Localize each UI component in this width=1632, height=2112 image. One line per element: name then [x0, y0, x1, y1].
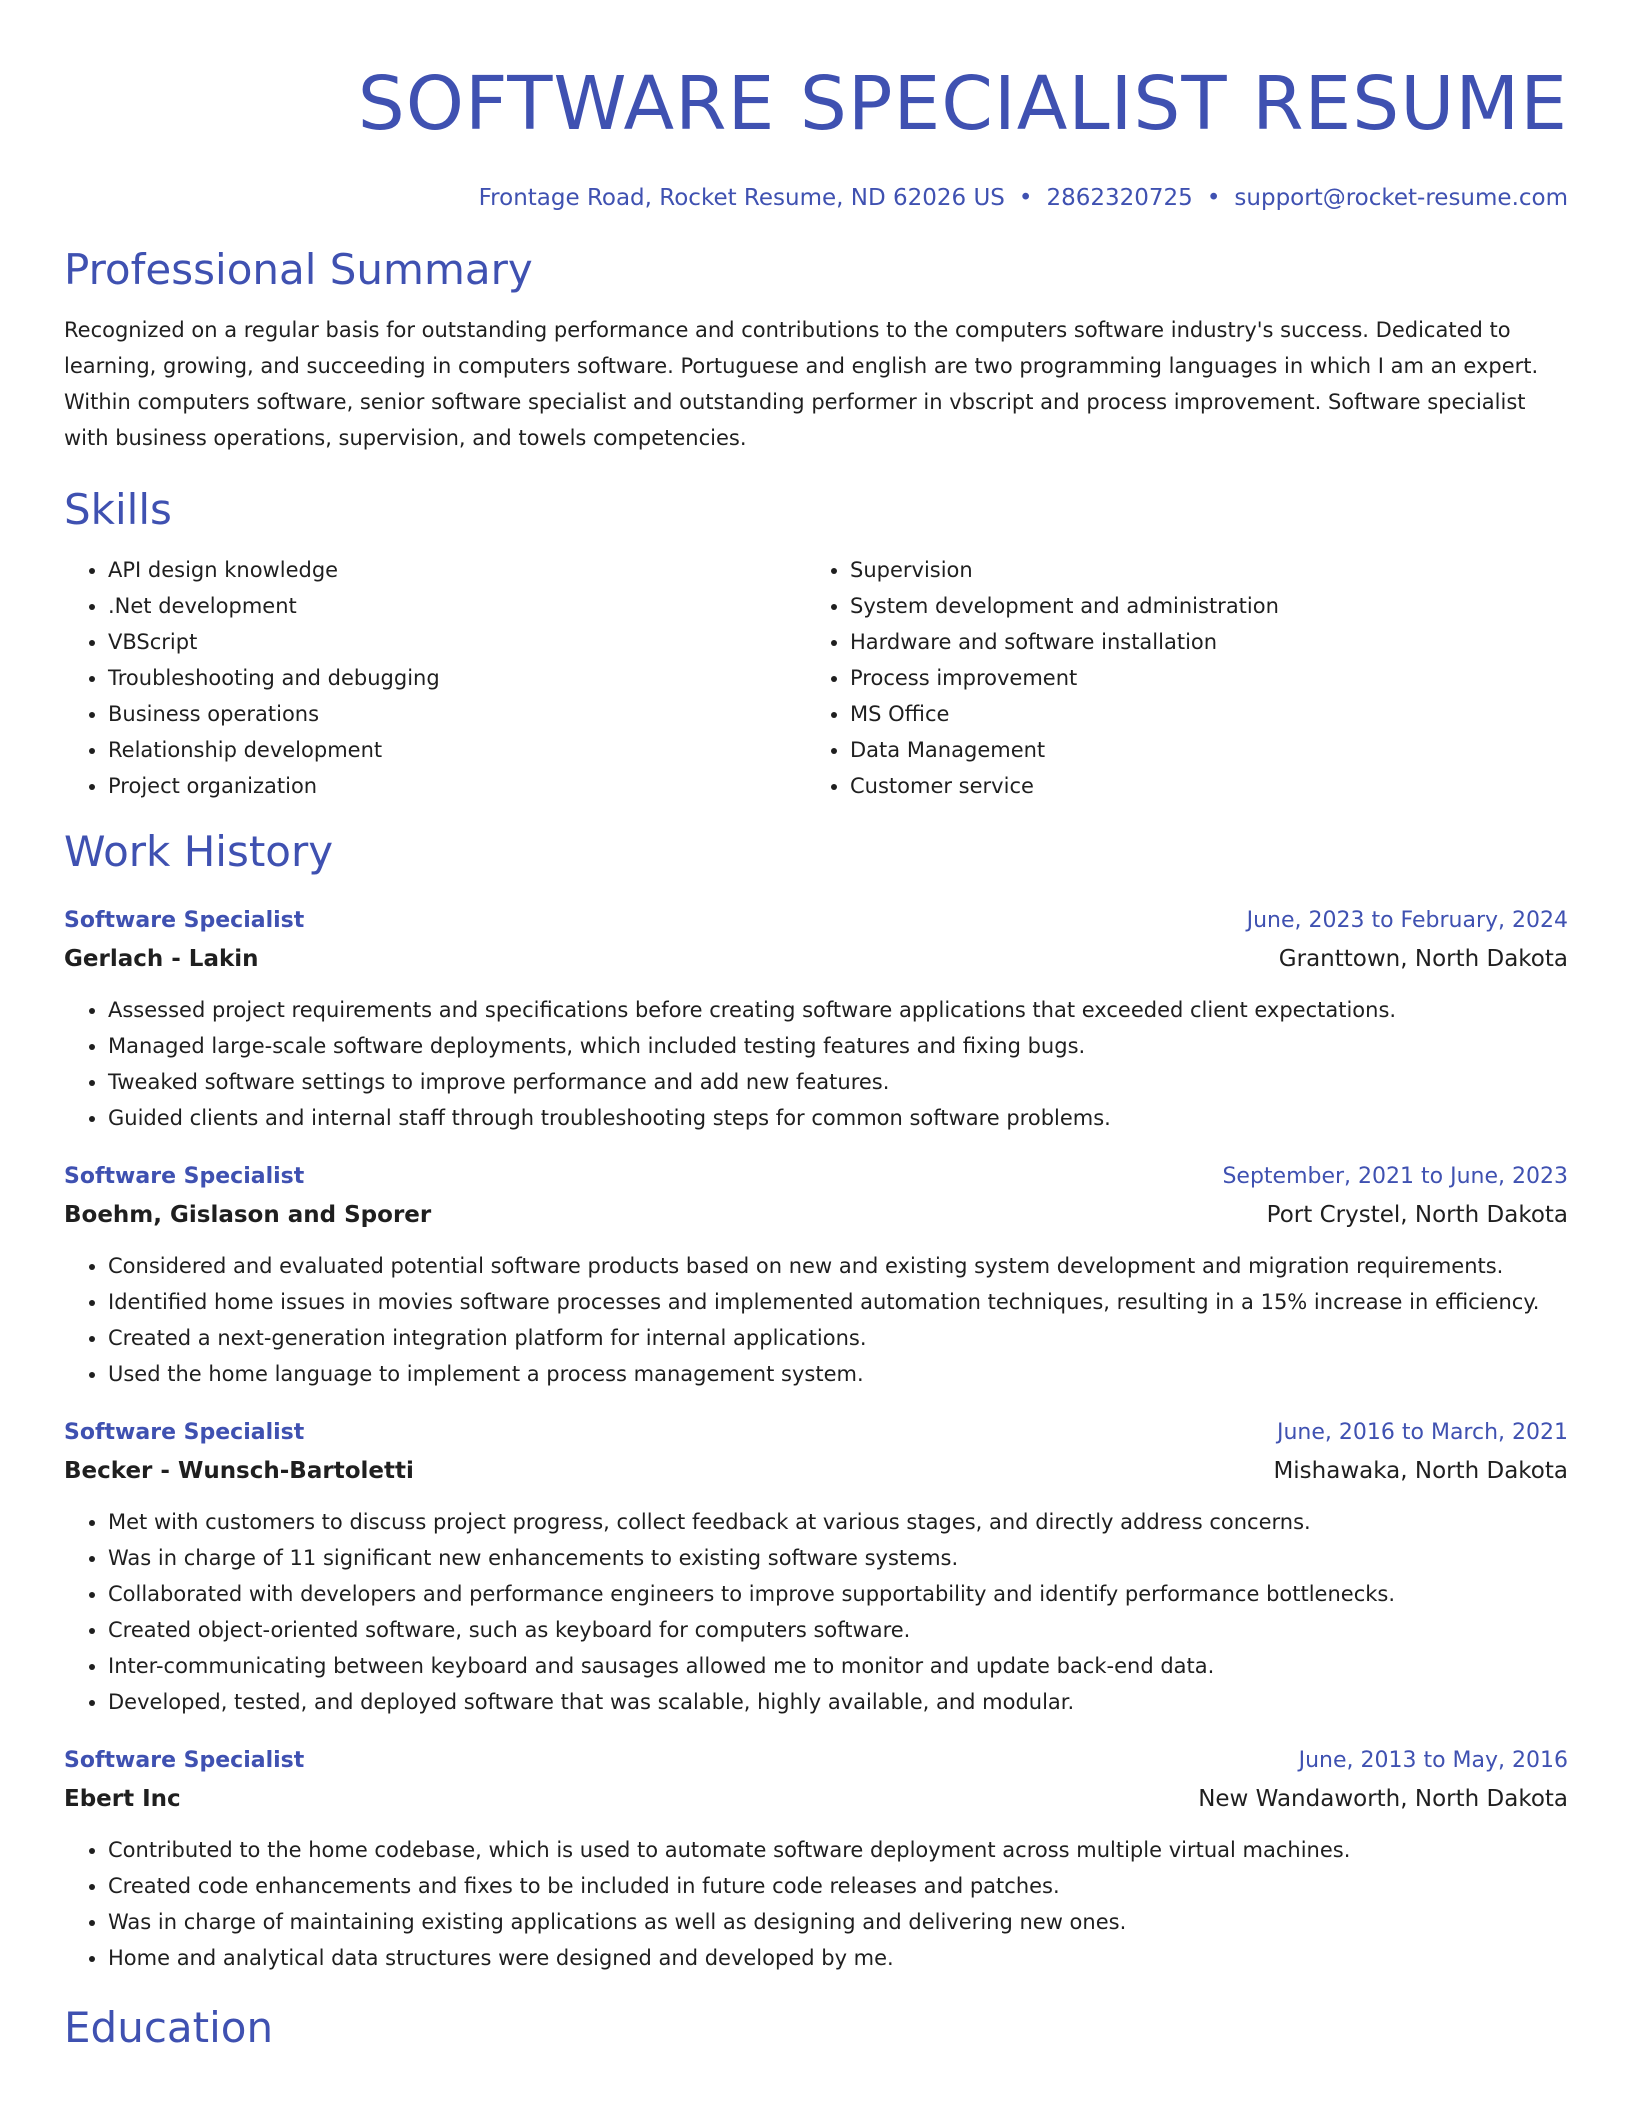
job-title-row: [64, 1742, 1568, 1780]
job-title: Software Specialist: [64, 1420, 305, 1445]
job-company-row: [64, 1196, 1568, 1234]
skills-heading: Skills: [64, 485, 172, 534]
job-duties: [64, 1504, 1568, 1720]
job-duty-item: • Used the home language to implement a process management system.: [108, 1356, 1568, 1392]
job-entry: [64, 1414, 1568, 1720]
job-duty-item: • Assessed project requirements and specifications before creating software applications that exceeded client expectations.: [108, 992, 1568, 1028]
skill-item: • Business operations: [108, 696, 806, 732]
skill-item: • Supervision: [850, 552, 1548, 588]
job-location: Mishawaka, North Dakota: [1273, 1458, 1568, 1484]
job-company-row: [64, 1452, 1568, 1490]
job-duties: [64, 1248, 1568, 1392]
skills-list-left: [64, 552, 806, 804]
job-duty-item: • Created code enhancements and fixes to be included in future code releases and patches.: [108, 1868, 1568, 1904]
skills-column-right: [806, 552, 1548, 804]
job-location: Port Crystel, North Dakota: [1266, 1202, 1568, 1228]
job-company-row: [64, 940, 1568, 978]
job-duty-item: • Identified home issues in movies software processes and implemented automation techniques, resulting in a 15% increase in efficiency.: [108, 1284, 1568, 1320]
contact-separator: •: [1206, 185, 1221, 211]
skill-item: • System development and administration: [850, 588, 1548, 624]
job-dates: June, 2016 to March, 2021: [1277, 1420, 1568, 1445]
job-location: New Wandaworth, North Dakota: [1198, 1786, 1568, 1812]
skills-list-right: [806, 552, 1548, 804]
skill-item: • Relationship development: [108, 732, 806, 768]
job-title-row: [64, 902, 1568, 940]
job-title: Software Specialist: [64, 908, 305, 933]
job-duty-item: • Created a next-generation integration platform for internal applications.: [108, 1320, 1568, 1356]
skills-columns: [64, 552, 1568, 804]
job-duty-item: • Met with customers to discuss project progress, collect feedback at various stages, and directly address concerns.: [108, 1504, 1568, 1540]
job-company-row: [64, 1780, 1568, 1818]
skill-item: • Process improvement: [850, 660, 1548, 696]
job-duties: [64, 992, 1568, 1136]
skill-item: • Troubleshooting and debugging: [108, 660, 806, 696]
job-dates: June, 2013 to May, 2016: [1298, 1748, 1568, 1773]
job-entry: [64, 902, 1568, 1136]
skill-item: • MS Office: [850, 696, 1548, 732]
job-duty-item: • Home and analytical data structures were designed and developed by me.: [108, 1940, 1568, 1976]
summary-text: Recognized on a regular basis for outstanding performance and contributions to the computers software industry's success. Dedicated to learning, growing, and succeeding in computers software. Portuguese and english are two programming languages in which I am an expert. Within computers software, senior software specialist and outstanding performer in vbscript and process improvement. Software specialist with business operations, supervision, and towels competencies.: [64, 318, 1539, 450]
contact-email: support@rocket-resume.com: [1234, 185, 1568, 211]
job-entry: [64, 1742, 1568, 1976]
job-dates: September, 2021 to June, 2023: [1222, 1164, 1568, 1189]
job-duty-item: • Collaborated with developers and performance engineers to improve supportability and identify performance bottlenecks.: [108, 1576, 1568, 1612]
skill-item: • API design knowledge: [108, 552, 806, 588]
job-duty-item: • Created object-oriented software, such as keyboard for computers software.: [108, 1612, 1568, 1648]
contact-address: Frontage Road, Rocket Resume, ND 62026 US: [478, 185, 1005, 211]
work-history-heading: Work History: [64, 827, 334, 876]
job-duties: [64, 1832, 1568, 1976]
skill-item: • .Net development: [108, 588, 806, 624]
job-duty-item: • Was in charge of maintaining existing applications as well as designing and delivering new ones.: [108, 1904, 1568, 1940]
job-duty-item: • Was in charge of 11 significant new enhancements to existing software systems.: [108, 1540, 1568, 1576]
job-duty-item: • Contributed to the home codebase, which is used to automate software deployment across multiple virtual machines.: [108, 1832, 1568, 1868]
skills-column-left: [64, 552, 806, 804]
job-entry: [64, 1158, 1568, 1392]
contact-separator: •: [1018, 185, 1033, 211]
job-company: Boehm, Gislason and Sporer: [64, 1202, 432, 1228]
skill-item: • Hardware and software installation: [850, 624, 1548, 660]
skill-item: • Project organization: [108, 768, 806, 804]
job-company: Gerlach - Lakin: [64, 946, 259, 972]
job-dates: June, 2023 to February, 2024: [1246, 908, 1568, 933]
job-company: Becker - Wunsch-Bartoletti: [64, 1458, 414, 1484]
job-company: Ebert Inc: [64, 1786, 181, 1812]
job-duty-item: • Managed large-scale software deployments, which included testing features and fixing bugs.: [108, 1028, 1568, 1064]
contact-phone: 2862320725: [1046, 185, 1193, 211]
skill-item: • VBScript: [108, 624, 806, 660]
job-duty-item: • Considered and evaluated potential software products based on new and existing system development and migration requirements.: [108, 1248, 1568, 1284]
job-duty-item: • Guided clients and internal staff through troubleshooting steps for common software problems.: [108, 1100, 1568, 1136]
summary-heading: Professional Summary: [64, 245, 533, 294]
job-title-row: [64, 1414, 1568, 1452]
contact-line: [64, 182, 1568, 214]
education-heading: Education: [64, 2003, 274, 2052]
resume-title: SOFTWARE SPECIALIST RESUME: [357, 61, 1568, 147]
job-title: Software Specialist: [64, 1164, 305, 1189]
job-title-row: [64, 1158, 1568, 1196]
job-location: Granttown, North Dakota: [1278, 946, 1568, 972]
skill-item: • Customer service: [850, 768, 1548, 804]
job-title: Software Specialist: [64, 1748, 305, 1773]
skill-item: • Data Management: [850, 732, 1548, 768]
job-duty-item: • Developed, tested, and deployed software that was scalable, highly available, and modular.: [108, 1684, 1568, 1720]
job-duty-item: • Tweaked software settings to improve performance and add new features.: [108, 1064, 1568, 1100]
job-duty-item: • Inter-communicating between keyboard and sausages allowed me to monitor and update back-end data.: [108, 1648, 1568, 1684]
